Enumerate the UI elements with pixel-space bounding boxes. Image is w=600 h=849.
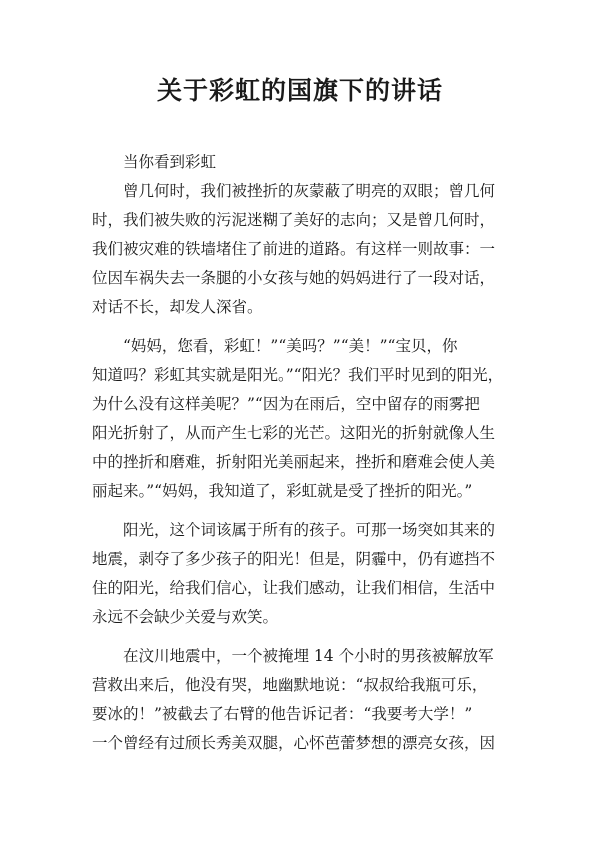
paragraph: [92, 516, 516, 632]
text-line: 一个曾经有过颀长秀美双腿，心怀芭蕾梦想的漂亮女孩，因: [92, 734, 496, 752]
paragraph-gap: [92, 632, 516, 642]
text-line: 住的阳光，给我们信心，让我们感动，让我们相信，生活中: [92, 579, 496, 597]
paragraph: [92, 332, 516, 506]
text-line: 营救出来后，他没有哭，地幽默地说：“叔叔给我瓶可乐，: [92, 676, 488, 694]
text-line: 阳光，这个词该属于所有的孩子。可那一场突如其来的: [123, 521, 496, 539]
text-line: 时，我们被失败的污泥迷糊了美好的志向；又是曾几何时，: [92, 211, 496, 229]
text-line: 为什么没有这样美呢？”“因为在雨后，空中留存的雨雾把: [92, 395, 480, 413]
text-line: 地震，剥夺了多少孩子的阳光！但是，阴霾中，仍有遮挡不: [92, 550, 496, 568]
paragraph-gap: [92, 322, 516, 332]
paragraph: [92, 177, 516, 322]
text-line: “妈妈，您看，彩虹！”“美吗？”“美！”“宝贝，你: [123, 337, 458, 355]
page-title: 关于彩虹的国旗下的讲话: [156, 76, 443, 105]
paragraph: [92, 148, 516, 177]
paragraph: [92, 642, 516, 758]
text-line: 当你看到彩虹: [123, 153, 217, 171]
text-line: 我们被灾难的铁墙堵住了前进的道路。有这样一则故事：一: [92, 240, 496, 258]
document-body: [92, 148, 516, 758]
text-line: 要冰的！”被截去了右臂的他告诉记者：“我要考大学！”: [92, 705, 473, 723]
paragraph-gap: [92, 506, 516, 516]
text-line: 中的挫折和磨难，折射阳光美丽起来，挫折和磨难会使人美: [92, 453, 496, 471]
text-line: 丽起来。”“妈妈，我知道了，彩虹就是受了挫折的阳光。”: [92, 482, 473, 500]
text-line: 对话不长，却发人深省。: [92, 298, 263, 316]
text-line: 在汶川地震中，一个被掩埋 14 个小时的男孩被解放军: [123, 647, 494, 665]
text-line: 知道吗？彩虹其实就是阳光。”“阳光？我们平时见到的阳光，: [92, 366, 504, 384]
text-line: 永远不会缺少关爱与欢笑。: [92, 608, 279, 626]
text-line: 位因车祸失去一条腿的小女孩与她的妈妈进行了一段对话，: [92, 269, 496, 287]
text-line: 阳光折射了，从而产生七彩的光芒。这阳光的折射就像人生: [92, 424, 496, 442]
text-line: 曾几何时，我们被挫折的灰蒙蔽了明亮的双眼；曾几何: [123, 182, 496, 200]
